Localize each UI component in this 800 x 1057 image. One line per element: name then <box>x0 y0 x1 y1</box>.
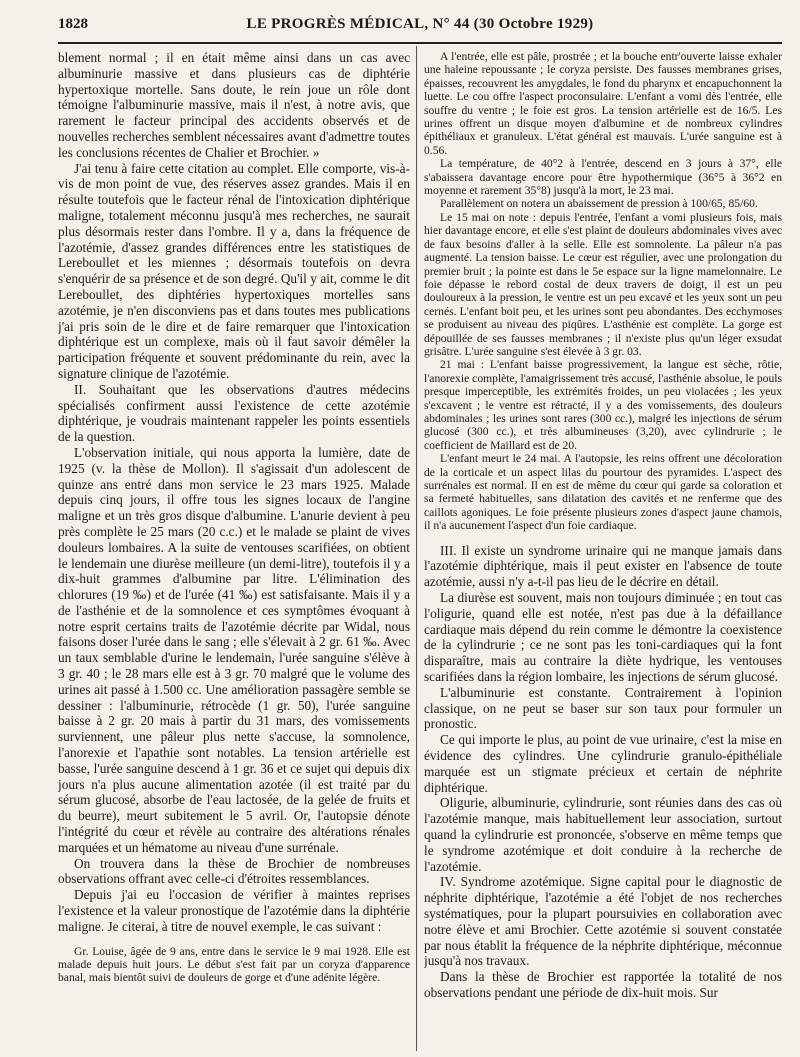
paragraph: La diurèse est souvent, mais non toujours diminuée ; en tout cas l'oligurie, quand elle est notée, n'est pas due à la défaillance cardiaque mais dépend du rein comme le démontre la coexistence de la cylindrurie ; ce ne sont pas les toni-cardiaques qui la font disparaître, mais au contraire la diète hydrique, les ventouses scarifiées dans la région lombaire, les injections de sérum glucosé. <box>424 590 782 684</box>
right-column <box>424 50 782 1050</box>
journal-title: LE PROGRÈS MÉDICAL, N° 44 (30 Octobre 1929) <box>246 16 594 32</box>
case-report: La température, de 40°2 à l'entrée, descend en 3 jours à 37°, elle s'abaissera davantage encore pour être hypothermique (36°5 à 36°2 en moyenne et rarement 35°8) jusqu'à la mort, le 23 mai. <box>424 157 782 198</box>
spacer <box>58 935 410 945</box>
paragraph: Dans la thèse de Brochier est rapportée la totalité de nos observations pendant une période de dix-huit mois. Sur <box>424 969 782 1000</box>
paragraph: III. Il existe un syndrome urinaire qui ne manque jamais dans l'azotémie diphtérique, mais il peut exister en l'absence de toute azotémie, aussi n'y a-t-il pas lieu de le décrire en détail. <box>424 542 782 590</box>
case-report: 21 mai : L'enfant baisse progressivement, la langue est sèche, rôtie, l'anorexie complète, l'amaigrissement très accusé, l'asthénie absolue, le pouls presque imperceptible, les extrémités froides, un peu violacées ; les yeux s'excavent ; le ventre est rétracté, il y a des vomissements, des douleurs abdominales ; les urines sont rares (300 cc.), malgré les injections de sérum glucosé (300 cc.), et très albumineuses (3,20), avec cylindrurie ; le coefficient de Maillard est de 20. <box>424 358 782 452</box>
case-report: A l'entrée, elle est pâle, prostrée ; et la bouche entr'ouverte laisse exhaler une haleine repoussante ; le coryza persiste. Des fausses membranes grises, épaisses, recouvrent les amygdales, le fond du pharynx et encapuchonnent la luette. Le cou offre l'aspect proconsulaire. L'enfant a vomi dès l'entrée, elle souffre du ventre ; le foie est gros. La tension artérielle est de 16/5. Les urines offrent un disque moyen d'albumine et de nombreux cylindres épithéliaux et granuleux. L'état général est mauvais. L'urée sanguine est à 0.56. <box>424 50 782 157</box>
paragraph: Depuis j'ai eu l'occasion de vérifier à maintes reprises l'existence et la valeur pronostique de l'azotémie dans la diphtérie maligne. Je citerai, à titre de nouvel exemple, le cas suivant : <box>58 887 410 934</box>
page-number: 1828 <box>58 16 88 32</box>
page-header <box>58 10 782 36</box>
case-report: L'enfant meurt le 24 mai. A l'autopsie, les reins offrent une décoloration de la corticale et un aspect lilas du pourtour des pyramides. L'aspect des surrénales est normal. Il en est de même du cœur qui garde sa coloration et sa fermeté habituelles, sans dilatation des cavités et ne renferme que des caillots agoniques. Le foie présente plusieurs zones d'aspect jaune chamois, il n'a aucunement l'aspect d'un foie cardiaque. <box>424 452 782 533</box>
paragraph: blement normal ; il en était même ainsi dans un cas avec albuminurie massive et dans plusieurs cas de diphtérie hypertoxique mortelle. Sans doute, le rein joue un rôle dont témoigne l'albuminurie massive, mais il n'est, à notre avis, que rarement le facteur principal des accidents observés et de nouvelles recherches semblent nécessaires avant d'admettre toutes les conclusions récentes de Chalier et Brochier. » <box>58 50 410 160</box>
paragraph: II. Souhaitant que les observations d'autres médecins spécialisés confirment aussi l'existence de cette azotémie diphtérique, je voudrais maintenant rappeler les points essentiels de la question. <box>58 381 410 445</box>
case-report: Le 15 mai on note : depuis l'entrée, l'enfant a vomi plusieurs fois, mais hier davantage encore, et elle s'est plaint de douleurs abdominales vives avec de faux besoins d'aller à la selle. Elle est somnolente. La pâleur n'a pas augmenté. La tension baisse. Le cœur est régulier, avec une prolongation du premier bruit ; la pointe est dans le 5e espace sur la ligne mamelonnaire. Le foie dépasse le rebord costal de deux travers de doigt, il est un peu douloureux à la pression, le ventre est un peu excavé et les yeux sont un peu cernés. L'enfant boit peu, et les urines sont peu abondantes. Des ecchymoses se produisent au niveau des piqûres. L'asthénie est complète. La gorge est dépouillée de ses fausses membranes ; il n'existe plus qu'un léger exsudat grisâtre. L'urée sanguine s'est élevée à 3 gr. 03. <box>424 210 782 358</box>
paragraph: Oligurie, albuminurie, cylindrurie, sont réunies dans des cas où l'azotémie manque, mais habituellement leur association, surtout quand la cylindrurie est prononcée, s'observe en même temps que le syndrome azotémique et doit conduire à la recherche de l'azotémie. <box>424 795 782 874</box>
paragraph: IV. Syndrome azotémique. Signe capital pour le diagnostic de néphrite diphtérique, l'azotémie a été l'objet de nos recherches systématiques, pour la plupart poursuivies en collaboration avec notre élève et ami Brochier. Cette azotémie si souvent constatée par nous établit la fréquence de la néphrite diphtérique, méconnue jusqu'à nos travaux. <box>424 874 782 969</box>
paragraph: L'albuminurie est constante. Contrairement à l'opinion classique, on ne peut se baser sur son taux pour formuler un pronostic. <box>424 684 782 732</box>
paragraph: Ce qui importe le plus, au point de vue urinaire, c'est la mise en évidence des cylindres. Une cylindrurie granulo-épithéliale marquée est un stigmate précieux et certain de néphrite diphtérique. <box>424 732 782 795</box>
case-report: Gr. Louise, âgée de 9 ans, entre dans le service le 9 mai 1928. Elle est malade depuis huit jours. Le début s'est fait par un coryza d'apparence banal, mais bientôt suivi de douleurs de gorge et d'une adénite légère. <box>58 944 410 985</box>
case-report: Parallèlement on notera un abaissement de pression à 100/65, 85/60. <box>440 197 758 211</box>
spacer <box>424 533 782 543</box>
paragraph: J'ai tenu à faire cette citation au complet. Elle comporte, vis-à-vis de mon point de vue, des réserves assez grandes. Mais il en résulte toutefois que le facteur rénal de l'intoxication diphtérique maligne, totalement méconnu jusqu'à mes recherches, ne saurait plus désormais rester dans l'ombre. Il y a, dans la fréquence de l'azotémie, d'assez grandes différences entre les statistiques de Lereboullet et les miennes ; désormais toutefois on devra s'enquérir de sa présence et de son degré. Qu'il y ait, comme le dit Lereboullet, des diphtéries hypertoxiques mortelles sans azotémie, je n'en disconviens pas et dans toutes mes publications j'ai pris soin de le dire et de faire remarquer que l'intoxication diphtérique est un complexe, mais où il faut savoir démêler la participation fréquente et souvent prédominante du rein, avec la signature clinique de l'azotémie. <box>58 160 410 381</box>
paragraph: L'observation initiale, qui nous apporta la lumière, date de 1925 (v. la thèse de Mollon). Il s'agissait d'un adolescent de quinze ans entré dans mon service le 23 mars 1925. Malade depuis cinq jours, il offre tous les signes locaux de l'angine maligne et un très gros disque d'albumine. L'anurie devient à peu près complète le 25 mars (20 c.c.) et le malade se plaint de vives douleurs lombaires. A la suite de ventouses scarifiées, on obtient le lendemain une diurèse meilleure (un demi-litre), toutefois il y a dix-huit grammes d'albumine par litre. L'élimination des chlorures (19 ‰) et de l'urée (41 ‰) est satisfaisante. Mais il y a de l'asthénie et de la somnolence et ces symptômes évoquant à notre esprit certains traits de l'azotémie décrite par Widal, nous faisons doser l'urée dans le sang ; elle s'élevait à 2 gr. 61 ‰. Avec un taux semblable d'urine le lendemain, l'urée sanguine s'élève à 3 gr. 40 ; le 28 mars elle est à 3 gr. 70 malgré que le volume des urines ait passé à 1.500 cc. Une amélioration passagère semble se dessiner : l'albuminurie, rétrocède (1 gr. 50), l'urée sanguine baisse à 2 gr. 20 mais à partir du 31 mars, des vomissements surviennent, une pâleur plus nette s'accuse, la somnolence, l'anorexie et l'apathie sont notables. La tension artérielle est basse, l'urée sanguine descend à 1 gr. 36 et ce sujet qui depuis dix jours n'a plus aucune alimentation azotée (il est traité par du sérum glucosé, absorbe de l'eau lactosée, de la gelée de fruits et du beurre), meurt subitement le 5 avril. Or, l'autopsie dénote l'intégrité du cœur et révèle au contraire des altérations rénales marquées et un hématome au niveau d'une surrénale. <box>58 444 410 855</box>
left-column <box>58 50 410 1050</box>
column-divider <box>416 46 417 1051</box>
header-rule <box>58 42 782 44</box>
paragraph: On trouvera dans la thèse de Brochier de nombreuses observations offrant avec celle-ci d'étroites ressemblances. <box>58 855 410 887</box>
